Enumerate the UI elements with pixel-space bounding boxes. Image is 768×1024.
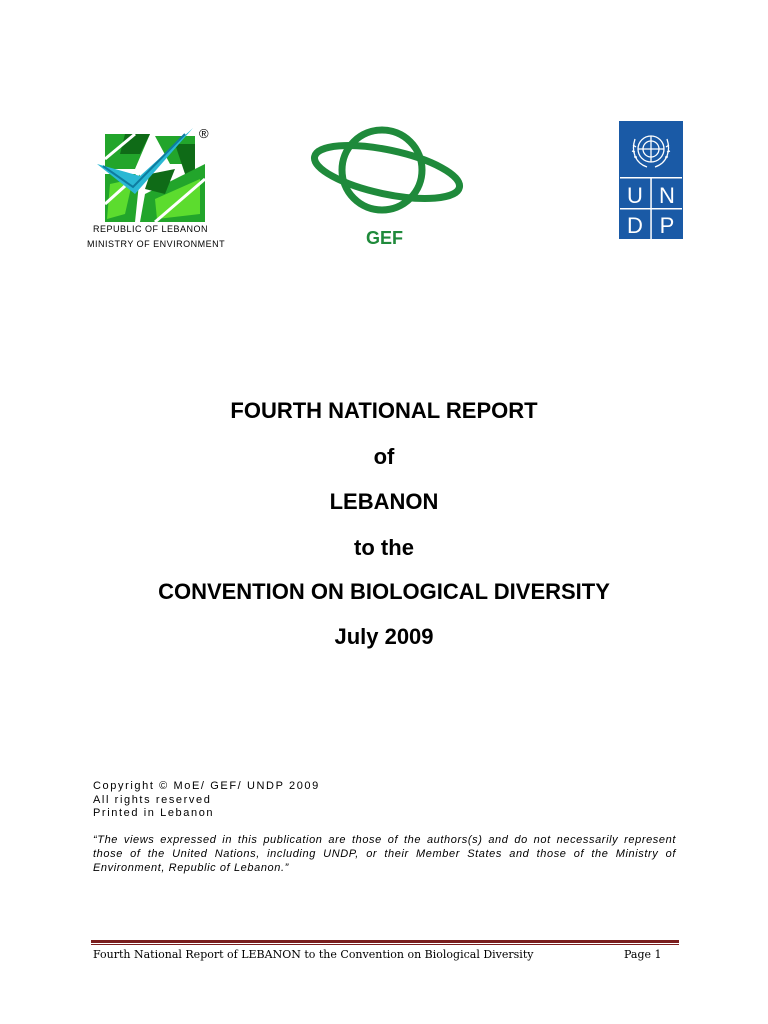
svg-text:D: D: [627, 213, 643, 238]
moe-checkmark-logo: [95, 124, 217, 226]
title-of: of: [373, 444, 395, 469]
gef-wordmark: GEF: [366, 228, 404, 248]
footer-rule: [91, 940, 679, 943]
copyright-notice: Copyright © MoE/ GEF/ UNDP 2009: [93, 780, 320, 792]
disclaimer-text: “The views expressed in this publication are those of the authors(s) and do not necessarily represent those of the United Nations, including UNDP, or their Member States and those of the Ministry of Environment, Republic of Lebanon.”: [93, 834, 676, 874]
gef-globe-logo: [308, 124, 466, 248]
title-country: LEBANON: [329, 489, 439, 514]
ministry-caption-ministry: MINISTRY OF ENVIRONMENT: [87, 239, 226, 249]
footer-rule-thin: [91, 944, 679, 945]
svg-text:U: U: [627, 183, 643, 208]
rights-reserved: All rights reserved: [93, 794, 212, 806]
title-convention: CONVENTION ON BIOLOGICAL DIVERSITY: [158, 579, 610, 604]
title-to-the: to the: [354, 535, 414, 560]
title-date: July 2009: [334, 624, 434, 649]
footer-running-title: Fourth National Report of LEBANON to the Convention on Biological Diversity: [93, 948, 534, 961]
svg-text:®: ®: [199, 126, 209, 141]
footer-page-number: Page 1: [624, 948, 662, 961]
svg-text:N: N: [659, 183, 675, 208]
report-title: FOURTH NATIONAL REPORT: [230, 398, 538, 423]
printed-in: Printed in Lebanon: [93, 807, 215, 819]
svg-text:P: P: [659, 213, 675, 238]
ministry-caption-republic: REPUBLIC OF LEBANON: [93, 224, 209, 234]
undp-logo: [619, 121, 683, 239]
